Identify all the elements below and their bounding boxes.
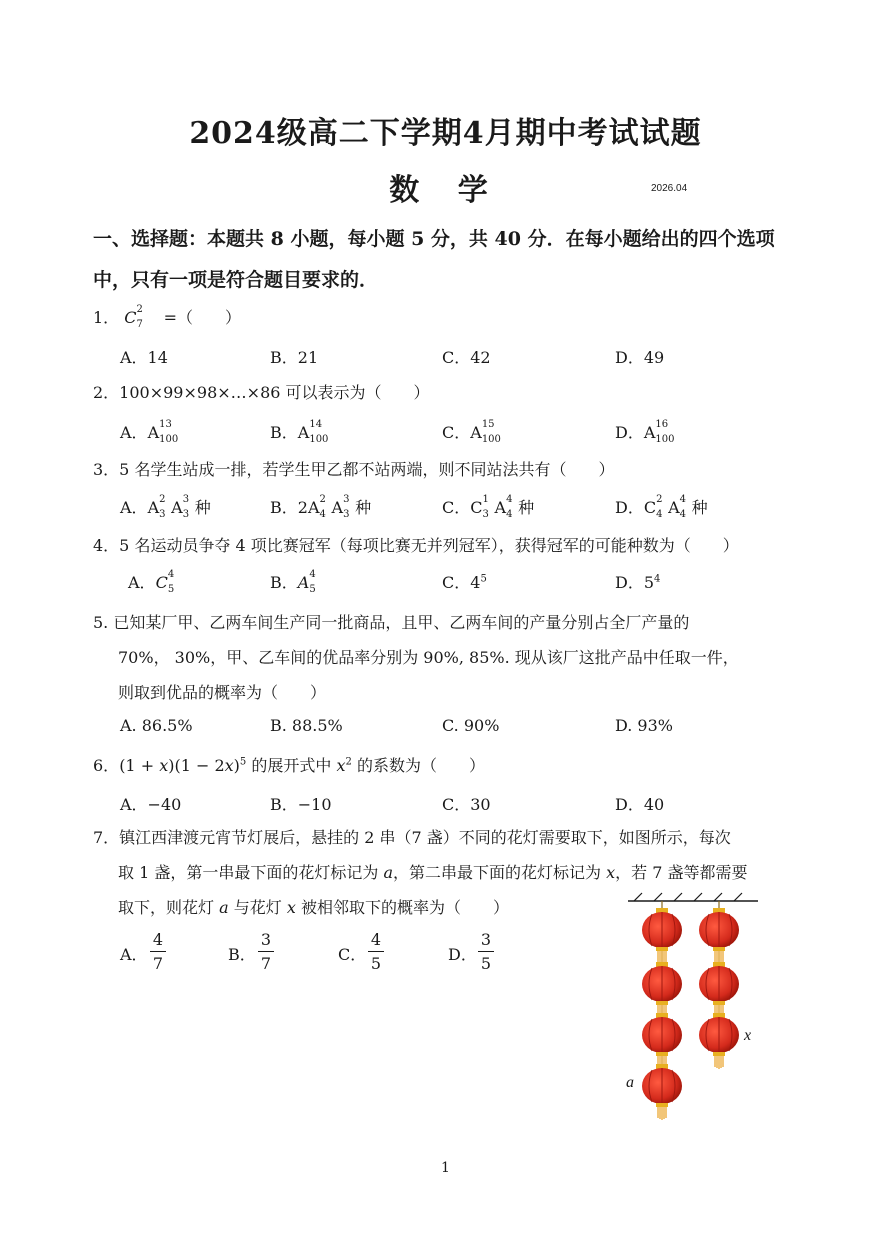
q4-option-a: A．C 4 5 (128, 568, 175, 595)
q7-option-c-label: C． (338, 945, 367, 964)
q3-option-c: C．C 1 3 A 4 4 种 (442, 493, 535, 520)
question-5-line1: 5. 已知某厂甲、乙两车间生产同一批商品，且甲、乙两车间的产量分别占全厂产量的 (93, 613, 690, 632)
exam-date: 2026.04 (651, 183, 688, 194)
q3-option-d: D．C 2 4 A 4 4 种 (615, 493, 708, 520)
q5-option-b: B. 88.5% (270, 716, 343, 735)
q7-option-d-fraction: 3 5 (478, 930, 494, 973)
q2-option-d: D．A 16 100 (615, 418, 675, 445)
lantern-icon (699, 908, 739, 964)
subject-title: 数 学 (389, 173, 502, 208)
question-5-line3: 则取到优品的概率为（ ） (118, 683, 327, 702)
question-4: 4．5 名运动员争夺 4 项比赛冠军（每项比赛无并列冠军），获得冠军的可能种数为（ ） (93, 536, 739, 555)
q1-option-b: B．21 (270, 348, 319, 367)
q7-option-d-label: D． (448, 945, 477, 964)
q2-option-c: C．A 15 100 (442, 418, 501, 445)
question-7-line3: 取下，则花灯 a 与花灯 x 被相邻取下的概率为（ ） (118, 898, 509, 917)
question-6: 6．$(1 + x)(1 - 2x)^5$ 的展开式中 $x^2$ 的系数为（ ） (93, 756, 485, 775)
lantern-icon (642, 962, 682, 1018)
question-7-line2: 取 1 盏，第一串最下面的花灯标记为 a，第二串最下面的花灯标记为 x，若 7 盏等都需要 (118, 863, 748, 882)
lantern-icon (642, 1013, 682, 1069)
question-5-line2: 70%， 30%，甲、乙车间的优品率分别为 90%, 85%. 现从该厂这批产品中任取一件， (118, 648, 739, 667)
q7-option-a-label: A． (120, 945, 148, 964)
lantern-figure (620, 885, 770, 1120)
lantern-label-x: x (744, 1027, 752, 1044)
q4-option-d: D．$5^4$ (615, 573, 661, 592)
question-1: 1． C 2 7 =（ ） (93, 303, 242, 330)
question-2: 2．100×99×98×…×86 可以表示为（ ） (93, 383, 430, 402)
q5-option-d: D. 93% (615, 716, 673, 735)
lantern-icon (642, 908, 682, 964)
q2-option-b: B．A 14 100 (270, 418, 329, 445)
q6-option-b: B．−10 (270, 795, 332, 814)
q7-option-c-fraction: 4 5 (368, 930, 384, 973)
ceiling-hatch (634, 893, 742, 901)
q5-option-c: C. 90% (442, 716, 500, 735)
q6-option-c: C．30 (442, 795, 491, 814)
lantern-icon (699, 1013, 739, 1069)
q3-option-b: B．2A 2 4 A 3 3 种 (270, 493, 372, 520)
q1-option-c: C．42 (442, 348, 491, 367)
q7-option-a-fraction: 4 7 (150, 930, 166, 973)
q5-option-a: A. 86.5% (120, 716, 193, 735)
question-3: 3．5 名学生站成一排，若学生甲乙都不站两端，则不同站法共有（ ） (93, 460, 615, 479)
q6-option-d: D．40 (615, 795, 665, 814)
question-7-line1: 7．镇江西津渡元宵节灯展后，悬挂的 2 串（7 盏）不同的花灯需要取下，如图所示，每次 (93, 828, 731, 847)
q7-option-b-fraction: 3 7 (258, 930, 274, 973)
section-heading-line1: 一、选择题：本题共 8 小题，每小题 5 分，共 40 分．在每小题给出的四个选项 (93, 228, 775, 250)
q6-option-a: A．−40 (120, 795, 182, 814)
page-number: 1 (441, 1160, 450, 1176)
q3-option-a: A．A 2 3 A 3 3 种 (120, 493, 211, 520)
section-heading-line2: 中，只有一项是符合题目要求的． (93, 269, 379, 291)
lantern-label-a: a (626, 1074, 634, 1091)
lantern-icon (642, 1064, 682, 1120)
lantern-icon (699, 962, 739, 1018)
q4-option-c: C．$4^5$ (442, 573, 487, 592)
q1-option-a: A．14 (120, 348, 168, 367)
exam-title: 2024级高二下学期4月期中考试试题 (189, 116, 702, 151)
q4-option-b: B．A 4 5 (270, 568, 316, 595)
q1-option-d: D．49 (615, 348, 665, 367)
q7-option-b-label: B． (228, 945, 256, 964)
q2-option-a: A．A 13 100 (120, 418, 179, 445)
